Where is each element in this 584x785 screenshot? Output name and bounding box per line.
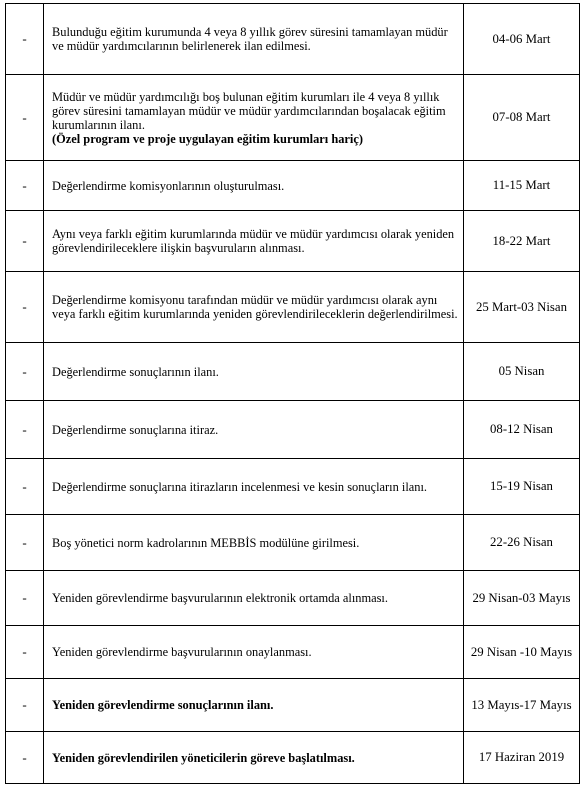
table-row [6,4,580,75]
table-row [6,515,580,571]
table-row [6,679,580,732]
row-description-text: Müdür ve müdür yardımcılığı boş bulunan eğitim kurumları ile 4 veya 8 yıllık görev süresini tamamlayan müdür ve müdür yardımcılarından boşalacak eğitim kurumlarının ilanı. [52,89,446,132]
row-date: 25 Mart-03 Nisan [464,272,580,343]
row-description: Değerlendirme sonuçlarının ilanı. [44,343,464,401]
row-bullet: - [6,732,44,784]
row-bullet: - [6,161,44,211]
row-date: 13 Mayıs-17 Mayıs [464,679,580,732]
row-description: Yeniden görevlendirme başvurularının elektronik ortamda alınması. [44,571,464,626]
table-row [6,571,580,626]
row-bullet: - [6,571,44,626]
row-bullet: - [6,679,44,732]
table-row [6,272,580,343]
row-note: (Özel program ve proje uygulayan eğitim kurumları hariç) [52,131,363,146]
row-description: Aynı veya farklı eğitim kurumlarında müdür ve müdür yardımcısı olarak yeniden görevlendirileceklere ilişkin başvuruların alınması. [44,211,464,272]
row-date: 17 Haziran 2019 [464,732,580,784]
row-date: 15-19 Nisan [464,459,580,515]
row-bullet: - [6,4,44,75]
row-date: 04-06 Mart [464,4,580,75]
schedule-table [5,3,580,784]
row-bullet: - [6,272,44,343]
table-row [6,626,580,679]
table-row [6,343,580,401]
row-date: 08-12 Nisan [464,401,580,459]
table-row [6,732,580,784]
row-bullet: - [6,626,44,679]
row-bullet: - [6,343,44,401]
row-description: Değerlendirme komisyonlarının oluşturulması. [44,161,464,211]
row-bullet: - [6,401,44,459]
row-description: Yeniden görevlendirme başvurularının onaylanması. [44,626,464,679]
row-description: Yeniden görevlendirilen yöneticilerin göreve başlatılması. [44,732,464,784]
row-description: Değerlendirme komisyonu tarafından müdür ve müdür yardımcısı olarak aynı veya farklı eğitim kurumlarında yeniden görevlendirileceklerin değerlendirilmesi. [44,272,464,343]
row-description: Değerlendirme sonuçlarına itiraz. [44,401,464,459]
row-description [44,75,464,161]
row-description: Bulunduğu eğitim kurumunda 4 veya 8 yıllık görev süresini tamamlayan müdür ve müdür yardımcılarının belirlenerek ilan edilmesi. [44,4,464,75]
row-date: 29 Nisan-03 Mayıs [464,571,580,626]
row-description: Yeniden görevlendirme sonuçlarının ilanı. [44,679,464,732]
row-date: 05 Nisan [464,343,580,401]
row-description: Boş yönetici norm kadrolarının MEBBİS modülüne girilmesi. [44,515,464,571]
row-bullet: - [6,75,44,161]
row-date: 18-22 Mart [464,211,580,272]
row-description: Değerlendirme sonuçlarına itirazların incelenmesi ve kesin sonuçların ilanı. [44,459,464,515]
table-row [6,401,580,459]
table-row [6,75,580,161]
table-row [6,459,580,515]
table-row [6,161,580,211]
table-row [6,211,580,272]
row-bullet: - [6,211,44,272]
row-date: 07-08 Mart [464,75,580,161]
row-date: 22-26 Nisan [464,515,580,571]
row-bullet: - [6,459,44,515]
row-date: 11-15 Mart [464,161,580,211]
row-date: 29 Nisan -10 Mayıs [464,626,580,679]
row-bullet: - [6,515,44,571]
